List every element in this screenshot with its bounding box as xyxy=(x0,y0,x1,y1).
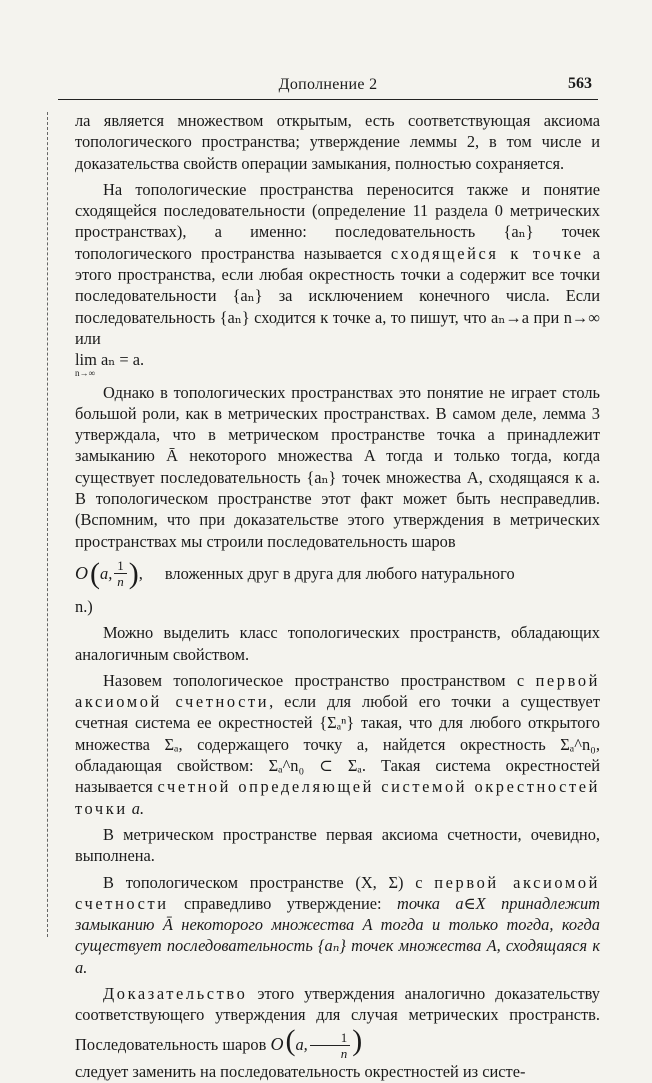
ball-symbol: O xyxy=(270,1033,284,1054)
spaced-term: Доказательство xyxy=(103,983,248,1003)
running-header xyxy=(58,70,598,96)
header-title: Дополнение 2 xyxy=(278,76,378,93)
spaced-term: первой аксиомой счетности xyxy=(75,670,600,712)
limit-formula: lim aₙ = a. n→∞ xyxy=(75,349,600,377)
paragraph-theorem: В топологическом пространстве (X, Σ) с первой аксиомой счетности справедливо утверждение: точка a∈X принадлежит замыканию Ā некоторого множества A тогда и только тогда, когда существует последовательность {aₙ} точек множества A, сходящаяся к a. xyxy=(75,872,600,977)
paragraph-proof-end: следует заменить на последовательность окрестностей из систе- xyxy=(75,1062,526,1082)
page-number: 563 xyxy=(568,75,592,92)
limit-subscript: n→∞ xyxy=(75,367,95,378)
spaced-term: счетной определяющей системой окрестностей точки xyxy=(75,777,600,818)
paragraph-lemma-3-end: n.) xyxy=(75,596,93,616)
ball-formula-line: O ( a, $\frac{1}{n}$ ) , вложенных друг в друга для любого натурального xyxy=(75,556,515,590)
theorem-statement: точка a∈X принадлежит замыканию Ā некоторого множества A тогда и только тогда, когда существует последовательность {aₙ} точек множества A, сходящаяся к a. xyxy=(75,893,600,977)
spaced-term: первой аксиомой счетности xyxy=(75,872,600,913)
paragraph-convergence-definition: На топологические пространства переносится также и понятие сходящейся последовательности (определение 11 раздела 0 метрических пространствах), а именно: последовательность {aₙ} точек топологического пространства называется сходящейся к точке a этого пространства, если любая окрестность точки a содержит все точки последовательности {aₙ} за исключением конечного числа. Если последовательность {aₙ} сходится к точке a, то пишут, что aₙ→a при n→∞ или xyxy=(75,179,601,348)
paragraph-proof: Доказательство этого утверждения аналогично доказательству соответствующего утверждения для случая метрических пространств. Последовательность шаров O(a, $\frac{1}{n}$ ) xyxy=(75,983,600,1062)
paragraph-metric-axiom: В метрическом пространстве первая аксиома счетности, очевидно, выполнена. xyxy=(75,824,600,866)
fraction: $\frac{1}{n}$ xyxy=(310,1030,351,1061)
spaced-term: сходящейся к точке xyxy=(390,243,584,263)
paragraph-lemma-3: Однако в топологических пространствах это понятие не играет столь большой роли, как в метрических пространствах. В самом деле, лемма 3 утверждала, что в метрическом пространстве точка a принадлежит замыканию Ā некоторого множества A тогда и только тогда, когда существует последовательность {aₙ} точек множества A, сходящаяся к a. В топологическом пространстве этот факт может быть несправедлив. (Вспомним, что при доказательстве этого утверждения в метрических пространствах мы строили последовательность шаров xyxy=(75,382,600,551)
paragraph-continuation: ла является множеством открытым, есть соответствующая аксиома топологического пространства; утверждение леммы 2, в том числе и доказательства свойств операции замыкания, полностью сохраняется. xyxy=(75,111,600,173)
paragraph-first-axiom: Назовем топологическое пространство пространством с первой аксиомой счетности, если для любой его точки a существует счетная система ее окрестностей {Σₐⁿ} такая, что для любого открытого множества Σₐ, содержащего точку a, найдется окрестность Σₐ^n₀, обладающая свойством: Σₐ^n₀ ⊂ Σₐ. Такая система окрестностей называется счетной определяющей системой окрестностей точки a. xyxy=(75,670,600,818)
fraction: $\frac{1}{n}$ xyxy=(114,558,127,589)
ball-symbol: O xyxy=(75,563,88,584)
header-rule xyxy=(58,99,598,100)
paragraph-class: Можно выделить класс топологических пространств, обладающих аналогичным свойством. xyxy=(75,623,600,664)
body-text xyxy=(75,110,600,1083)
margin-marking xyxy=(47,112,48,937)
